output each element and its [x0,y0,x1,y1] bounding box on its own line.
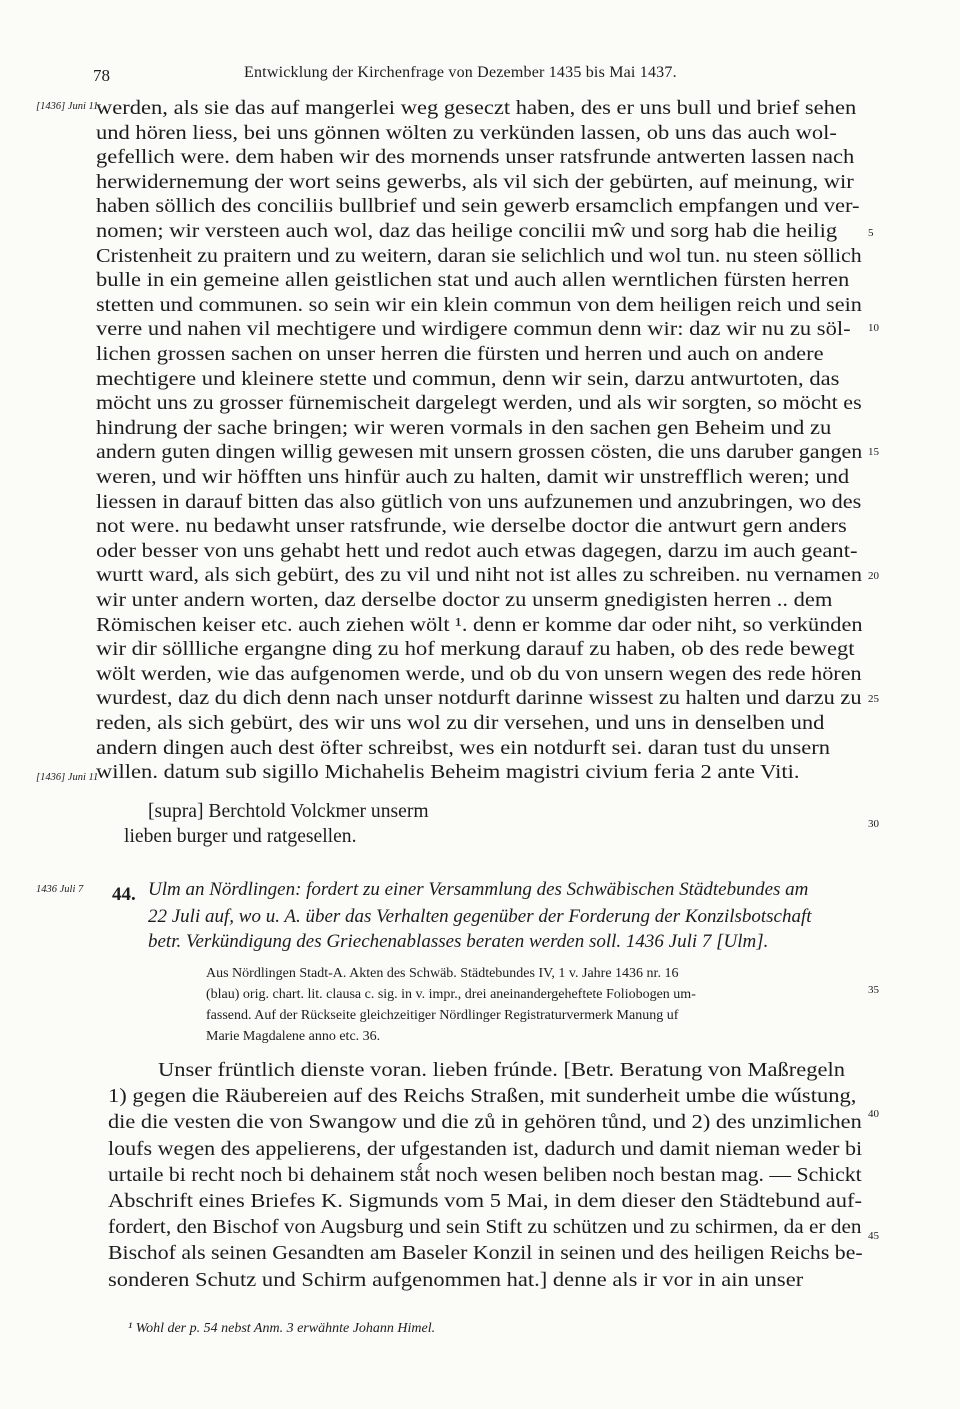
text-line: andern dingen auch dest öfter schreibst, wes ein notdurft sei. daran tust du unsern [96,737,831,759]
text-line: reden, als sich gebürt, des wir uns wol zu dir versehen, und uns in denselben und [96,713,825,734]
entry-summary: betr. Verkündigung des Griechenablasses beraten werden soll. 1436 Juli 7 [Ulm]. [148,931,769,952]
text-line: stetten und communen. so sein wir ein klein commun von dem heiligen reich und sein [96,294,862,316]
text-line: sonderen Schutz und Schirm aufgenommen hat.] denne als ir vor in ain unser [108,1269,804,1291]
text-line: herwidernemung der wort seins gewerbs, als vil sich der gebürten, auf meinung, wir [96,171,854,193]
entry-number: 44. [112,884,136,905]
text-line: lichen grossen sachen on unser herren die fürsten und herren und auch on andere [96,344,824,365]
text-line: mechtigere und kleinere stette und commun, denn wir sein, darzu antwurtoten, das [96,368,840,390]
line-number: 15 [868,446,879,458]
line-number: 10 [868,322,879,334]
text-line: verre und nahen vil mechtigere und wirdigere commun denn wir: daz wir nu zu söl- [96,319,851,341]
footnote: ¹ Wohl der p. 54 nebst Anm. 3 erwähnte Johann Himel. [128,1321,436,1336]
text-line: möcht uns zu grosser fürnemischeit dargelegt werden, und als wir sorgten, so möcht es [96,393,862,415]
text-line: wir unter andern worten, daz derselbe doctor zu unserm gnedigisten herren .. dem [96,590,833,611]
line-number: 40 [868,1108,879,1120]
text-line: gefellich were. dem haben wir des mornends unser ratsfrunde antwerten lassen nach [96,147,855,169]
text-line: Unser früntlich dienste voran. lieben frúnde. [Betr. Beratung von Maßregeln [158,1060,846,1081]
entry-summary: 22 Juli auf, wo u. A. über das Verhalten gegenüber der Forderung der Konzilsbotschaft [148,906,812,927]
text-line: haben söllich des conciliis bullbrief und sein gewerb ersamclich empfangen und ver- [96,196,860,218]
text-line: Römischen keiser etc. auch ziehen wölt ¹. denn er komme dar oder niht, so verkünden [96,614,863,636]
page-number: 78 [93,66,110,85]
text-line: Bischof als seinen Gesandten am Baseler Konzil in seinen und des heiligen Reichs be- [108,1243,863,1265]
text-line: wir dir söllliche ergangne ding zu hof merkung darauf zu haben, ob des rede bewegt [96,639,855,661]
text-line: not were. nu bedawht unser ratsfrunde, wie derselbe doctor die antwurt gern anders [96,516,847,538]
running-title: Entwicklung der Kirchenfrage von Dezember 1435 bis Mai 1437. [244,64,677,81]
text-line: oder besser von uns gehabt hett und redot auch etwas dagegen, darzu im auch geant- [96,540,858,562]
margin-date-entry: 1436 Juli 7 [36,884,84,895]
source-note: fassend. Auf der Rückseite gleichzeitiger Nördlinger Registraturvermerk Manung uf [206,1008,679,1023]
text-line: bulle in ein gemeine allen geistlichen stat und auch allen werntlichen fürsten herren [96,270,850,292]
text-line: andern guten dingen willig gewesen mit unsern grossen cösten, die uns daruber gangen [96,442,863,464]
text-line: Cristenheit zu praitern und zu weitern, daran sie selichlich und wol tun. nu steen söllich [96,245,862,267]
text-line: urtaile bi recht noch bi dehainem stǻt noch wesen beliben noch bestan mag. — Schickt [108,1164,862,1186]
text-line: nomen; wir versteen auch wol, daz das heilige concilii mŵ und sorg hab die heilig [96,221,838,242]
line-number: 30 [868,818,879,830]
text-line: Abschrift eines Briefes K. Sigmunds vom 5 Mai, in dem dieser den Städtebund auf- [108,1191,863,1212]
source-note: Aus Nördlingen Stadt-A. Akten des Schwäb. Städtebundes IV, 1 v. Jahre 1436 nr. 16 [206,966,679,981]
text-line: loufs wegen des appelierens, der ufgestanden ist, dadurch und damit nieman weder bi [108,1138,863,1160]
text-line: weren, und wir höfften uns hinfür auch zu halten, damit wir unstrefflich weren; und [96,467,850,488]
text-line: wurtt ward, als sich gebürt, des zu vil und niht not ist alles zu schreiben. nu vernamen [96,565,863,587]
line-number: 5 [868,227,874,239]
source-note: Marie Magdalene anno etc. 36. [206,1029,381,1044]
address-line: [supra] Berchtold Volckmer unserm [148,801,429,822]
margin-date-bottom: [1436] Juni 11 [36,772,99,783]
text-line: willen. datum sub sigillo Michahelis Beheim magistri civium feria 2 ante Viti. [96,762,800,784]
text-line: die die vesten die von Swangow und die zů in gehören tůnd, und 2) des unzimlichen [108,1112,862,1134]
margin-date-top: [1436] Juni 11 [36,101,99,112]
text-line: wurdest, daz du dich denn nach unser notdurft darinne wissest zu halten und darzu zu [96,688,862,710]
source-note: (blau) orig. chart. lit. clausa c. sig. in v. impr., drei aneinandergeheftete Foliobogen um- [206,987,696,1002]
line-number: 20 [868,570,879,582]
line-number: 25 [868,693,879,705]
text-line: liessen in darauf bitten das also gütlich von uns aufzunemen und anzubringen, wo des [96,491,862,513]
text-line: 1) gegen die Räubereien auf des Reichs Straßen, mit sunderheit umbe die wűstung, [108,1086,857,1108]
text-line: und hören liess, bei uns gönnen wölten zu verkünden lassen, ob uns das auch wol- [96,122,837,144]
line-number: 45 [868,1230,879,1242]
address-line: lieben burger und ratgesellen. [124,826,357,847]
entry-summary: Ulm an Nördlingen: fordert zu einer Versammlung des Schwäbischen Städtebundes am [148,879,809,900]
text-line: werden, als sie das auf mangerlei weg geseczt haben, des er uns bull und brief sehen [96,98,857,119]
text-line: fordert, den Bischof von Augsburg und sein Stift zu schützen und zu schirmen, da er den [108,1217,862,1239]
text-line: wölt werden, wie das aufgenomen werde, und ob du von unsern wegen des rede hören [96,663,862,685]
text-line: hindrung der sache bringen; wir weren vormals in den sachen gen Beheim und zu [96,417,832,439]
line-number: 35 [868,984,879,996]
